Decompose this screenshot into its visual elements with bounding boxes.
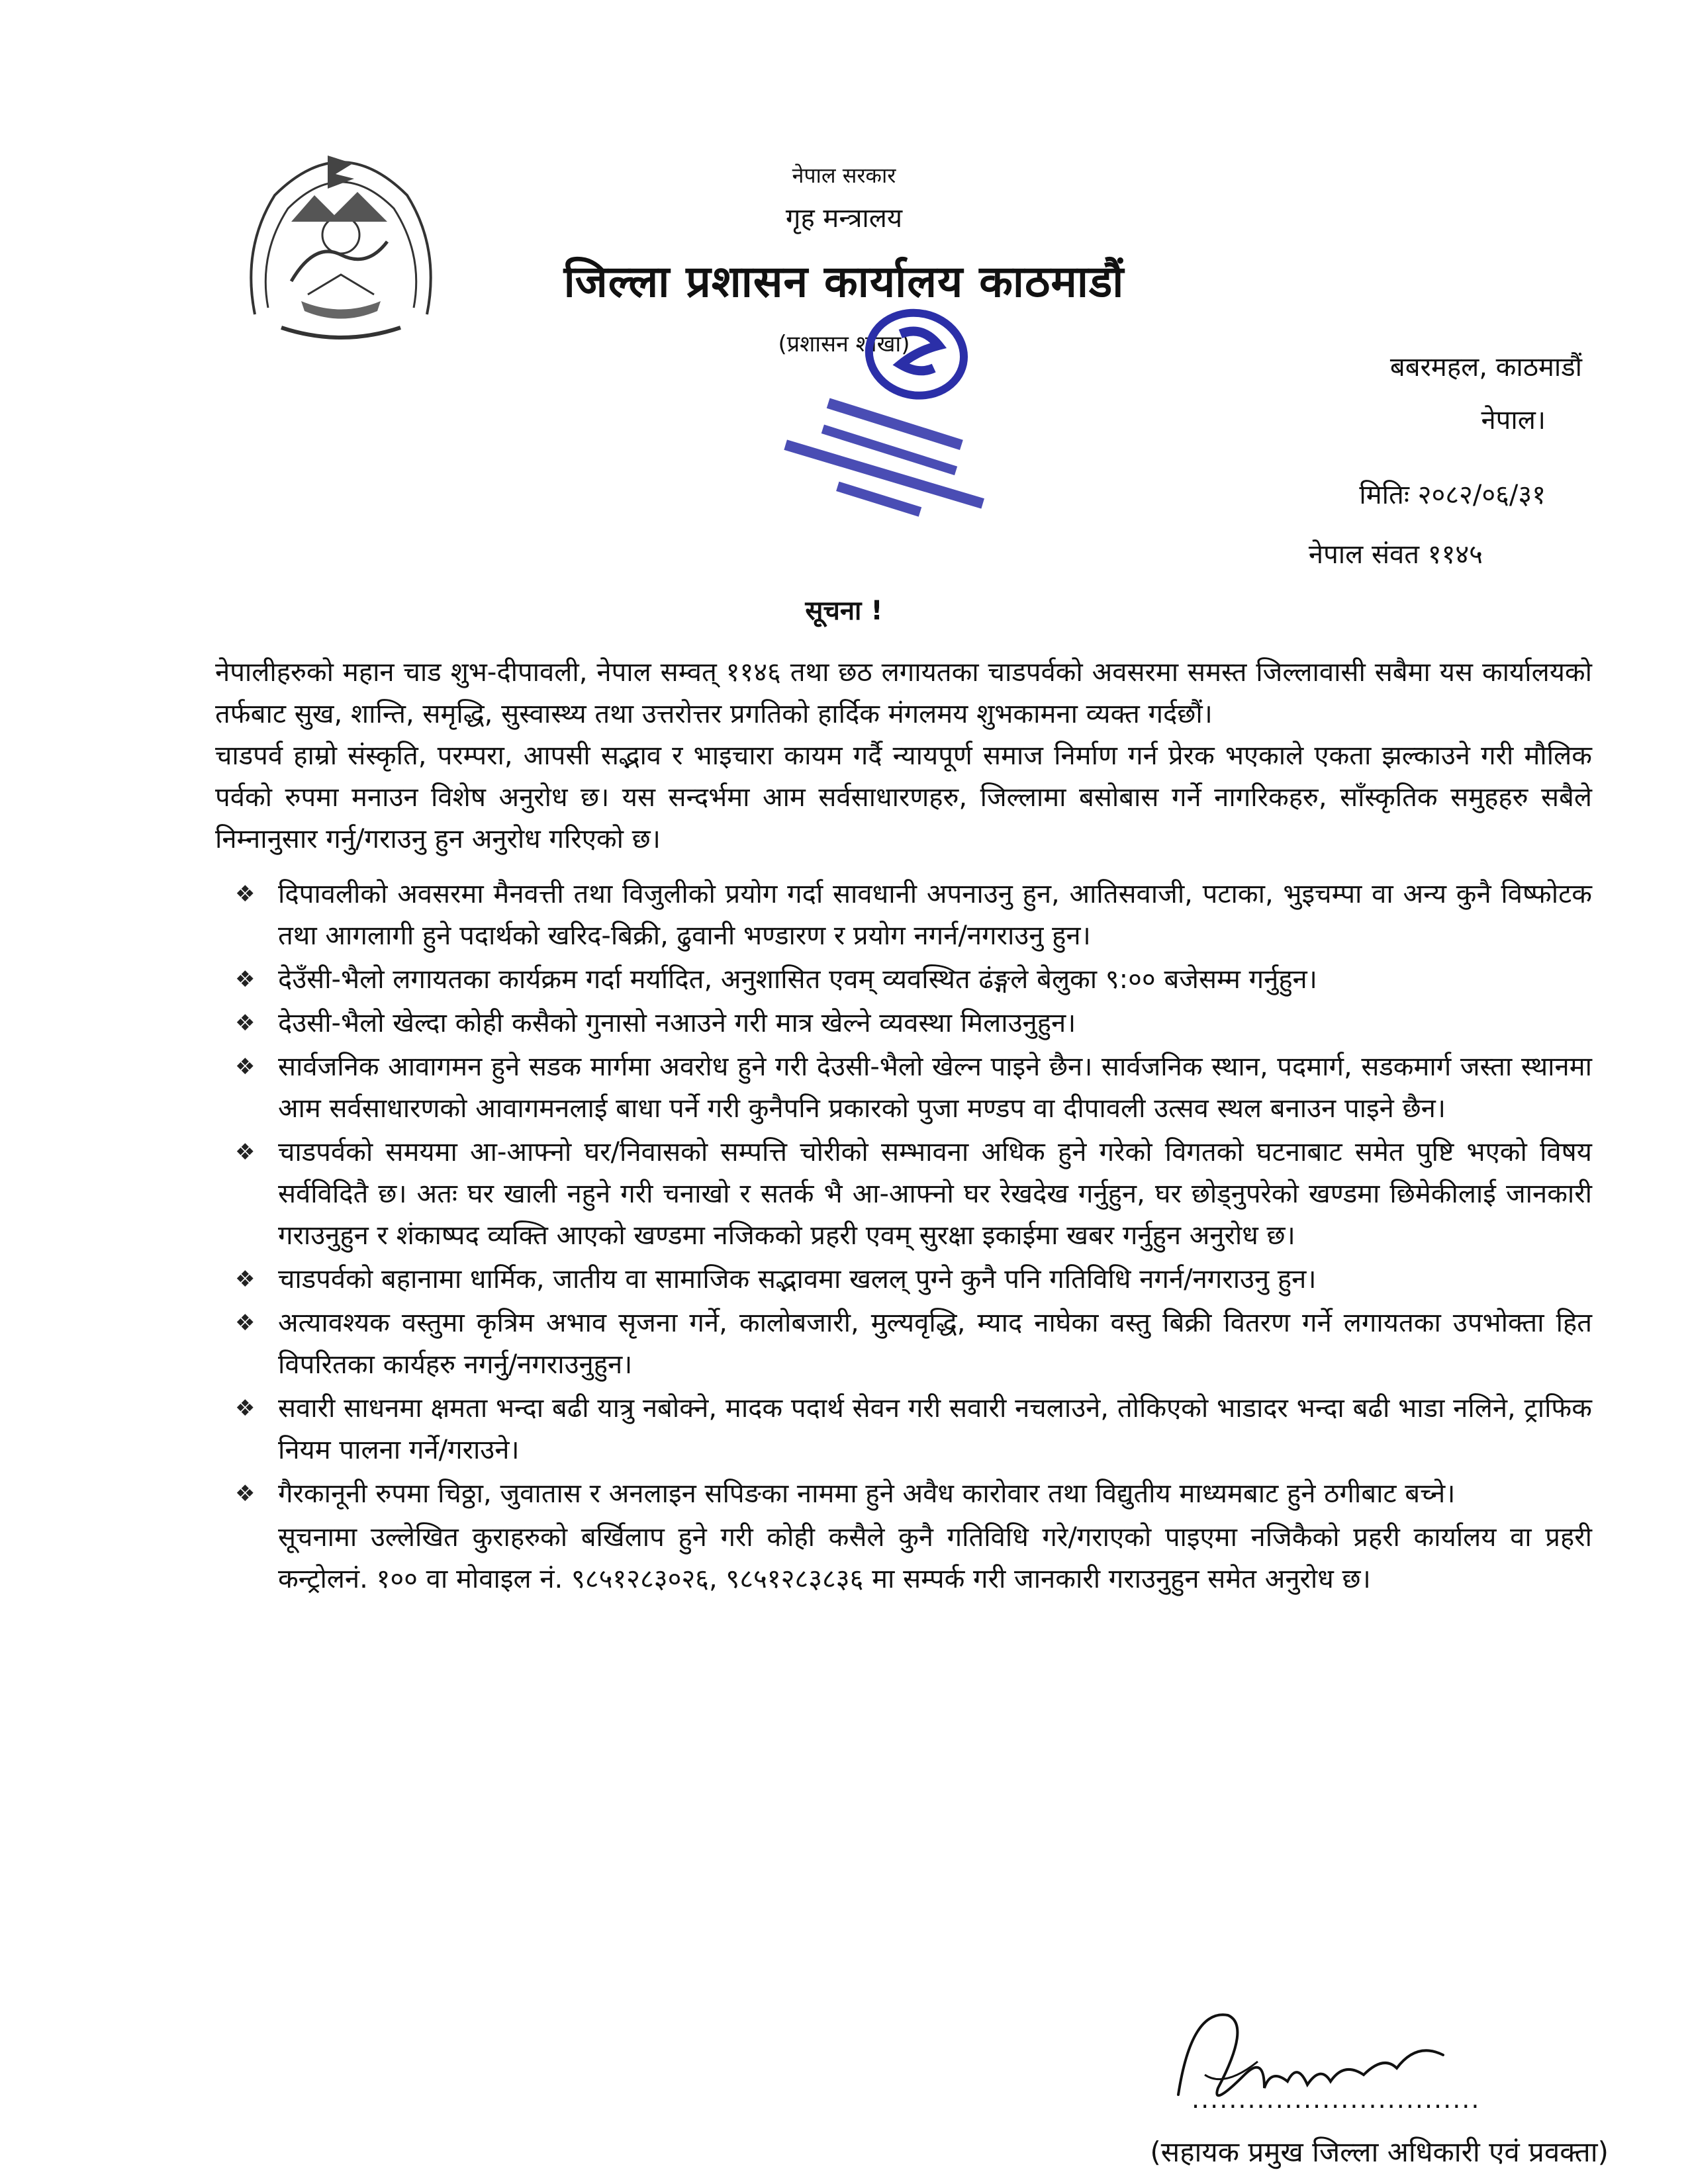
list-item <box>215 1046 1592 1130</box>
list-item-text: सवारी साधनमा क्षमता भन्दा बढी यात्रु नबोक्ने, मादक पदार्थ सेवन गरी सवारी नचलाउने, तोकिएको भाडादर भन्दा बढी भाडा नलिने, ट्राफिक नियम पालना गर्ने/गराउने। <box>278 1393 1592 1465</box>
bullet-icon: ❖ <box>235 1266 256 1293</box>
bullet-icon: ❖ <box>235 1010 256 1036</box>
bullet-icon: ❖ <box>235 1395 256 1422</box>
bullet-icon: ❖ <box>235 1139 256 1165</box>
list-item-text: अत्यावश्यक वस्तुमा कृत्रिम अभाव सृजना गर्ने, कालोबजारी, मुल्यवृद्धि, म्याद नाघेका वस्तु बिक्री वितरण गर्ने लगायतका उपभोक्ता हित विपरितका कार्यहरु नगर्नु/नगराउनुहुन। <box>278 1308 1592 1380</box>
list-item <box>215 1003 1592 1044</box>
notice-closing-paragraph: सूचनामा उल्लेखित कुराहरुको बर्खिलाप हुने गरी कोही कसैले कुनै गतिविधि गरे/गराएको पाइएमा नजिकैको प्रहरी कार्यालय वा प्रहरी कन्ट्रोलनं. १०० वा मोवाइल नं. ९८५१२८३०२६, ९८५१२८३८३६ मा सम्पर्क गरी जानकारी गराउनुहुन समेत अनुरोध छ। <box>278 1522 1592 1594</box>
nepal-samvat-date: नेपाल संवत ११४५ <box>1308 539 1483 570</box>
notice-paragraph-1: नेपालीहरुको महान चाड शुभ-दीपावली, नेपाल सम्वत् ११४६ तथा छठ लगायतका चाडपर्वको अवसरमा समस्त जिल्लावासी सबैमा यस कार्यालयको तर्फबाट सुख, शान्ति, समृद्धि, सुस्वास्थ्य तथा उत्तरोत्तर प्रगतिको हार्दिक मंगलमय शुभकामना व्यक्त गर्दछौं। <box>215 657 1592 729</box>
government-name: नेपाल सरकार <box>792 163 896 188</box>
document-date: मितिः २०८२/०६/३१ <box>1359 480 1546 510</box>
office-name: जिल्ला प्रशासन कार्यालय काठमाडौं <box>563 256 1125 307</box>
list-item-text: सार्वजनिक आवागमन हुने सडक मार्गमा अवरोध हुने गरी देउसी-भैलो खेल्न पाइने छैन। सार्वजनिक स्थान, पदमार्ग, सडकमार्ग जस्ता स्थानमा आम सर्वसाधारणको आवागमनलाई बाधा पर्ने गरी कुनैपनि प्रकारको पुजा मण्डप वा दीपावली उत्सव स्थल बनाउन पाइने छैन। <box>278 1052 1592 1124</box>
list-item-text: चाडपर्वको बहानामा धार्मिक, जातीय वा सामाजिक सद्भावमा खलल् पुग्ने कुनै पनि गतिविधि नगर्न/नगराउनु हुन। <box>278 1264 1317 1295</box>
office-stamp-icon <box>768 298 1019 529</box>
ministry-name: गृह मन्त्रालय <box>785 203 903 234</box>
list-item <box>215 1132 1592 1257</box>
list-item <box>215 959 1592 1001</box>
notice-title: सूचना ! <box>805 596 883 626</box>
list-item <box>215 1259 1592 1300</box>
list-item-text: देउसी-भैलो खेल्दा कोही कसैको गुनासो नआउने गरी मात्र खेल्ने व्यवस्था मिलाउनुहुन। <box>278 1008 1076 1038</box>
bullet-icon: ❖ <box>235 1480 256 1507</box>
branch-name: (प्रशासन शाखा) <box>778 331 910 357</box>
list-item <box>215 874 1592 957</box>
list-item <box>215 1388 1592 1471</box>
list-item-text: दिपावलीको अवसरमा मैनवत्ती तथा विजुलीको प्रयोग गर्दा सावधानी अपनाउनु हुन, आतिसवाजी, पटाका, भुइचम्पा वा अन्य कुनै विष्फोटक तथा आगलागी हुने पदार्थको खरिद-बिक्री, ढुवानी भण्डारण र प्रयोग नगर्न/नगराउनु हुन। <box>278 879 1592 951</box>
list-item-text: चाडपर्वको समयमा आ-आफ्नो घर/निवासको सम्पत्ति चोरीको सम्भावना अधिक हुने गरेको विगतको घटनाबाट समेत पुष्टि भएको विषय सर्वविदितै छ। अतः घर खाली नहुने गरी चनाखो र सतर्क भै आ-आफ्नो घर रेखदेख गर्नुहुन, घर छोड्नुपरेको खण्डमा छिमेकीलाई जानकारी गराउनुहुन र शंकाष्पद व्यक्ति आएको खण्डमा नजिकको प्रहरी एवम् सुरक्षा इकाईमा खबर गर्नुहुन अनुरोध छ। <box>278 1137 1592 1251</box>
bullet-icon: ❖ <box>235 966 256 993</box>
list-item <box>215 1473 1592 1515</box>
bullet-icon: ❖ <box>235 1310 256 1336</box>
bullet-icon: ❖ <box>235 881 256 907</box>
notice-paragraph-2: चाडपर्व हाम्रो संस्कृति, परम्परा, आपसी सद्भाव र भाइचारा कायम गर्दै न्यायपूर्ण समाज निर्माण गर्न प्रेरक भएकाले एकता झल्काउने गरी मौलिक पर्वको रुपमा मनाउन विशेष अनुरोध छ। यस सन्दर्भमा आम सर्वसाधारणहरु, जिल्लामा बसोबास गर्ने नागरिकहरु, साँस्कृतिक समुहहरु सबैले निम्नानुसार गर्नु/गराउनु हुन अनुरोध गरिएको छ। <box>215 741 1592 854</box>
signature-line: ............................... <box>1192 2085 1481 2114</box>
list-item <box>215 1302 1592 1386</box>
signatory-title: (सहायक प्रमुख जिल्ला अधिकारी एवं प्रवक्ता) <box>1150 2136 1609 2168</box>
address-line-1: बबरमहल, काठमाडौं <box>1389 352 1582 383</box>
list-item-text: गैरकानूनी रुपमा चिठ्ठा, जुवातास र अनलाइन सपिङका नाममा हुने अवैध कारोवार तथा विद्युतीय माध्यमबाट हुने ठगीबाट बच्ने। <box>278 1479 1456 1509</box>
notice-bullet-list <box>215 874 1592 1515</box>
notice-body <box>215 652 1592 1600</box>
list-item-text: देउँसी-भैलो लगायतका कार्यक्रम गर्दा मर्यादित, अनुशासित एवम् व्यवस्थित ढंङ्गले बेलुका ९:०० बजेसम्म गर्नुहुन। <box>278 964 1317 995</box>
address-line-2: नेपाल। <box>1481 405 1546 435</box>
bullet-icon: ❖ <box>235 1054 256 1080</box>
